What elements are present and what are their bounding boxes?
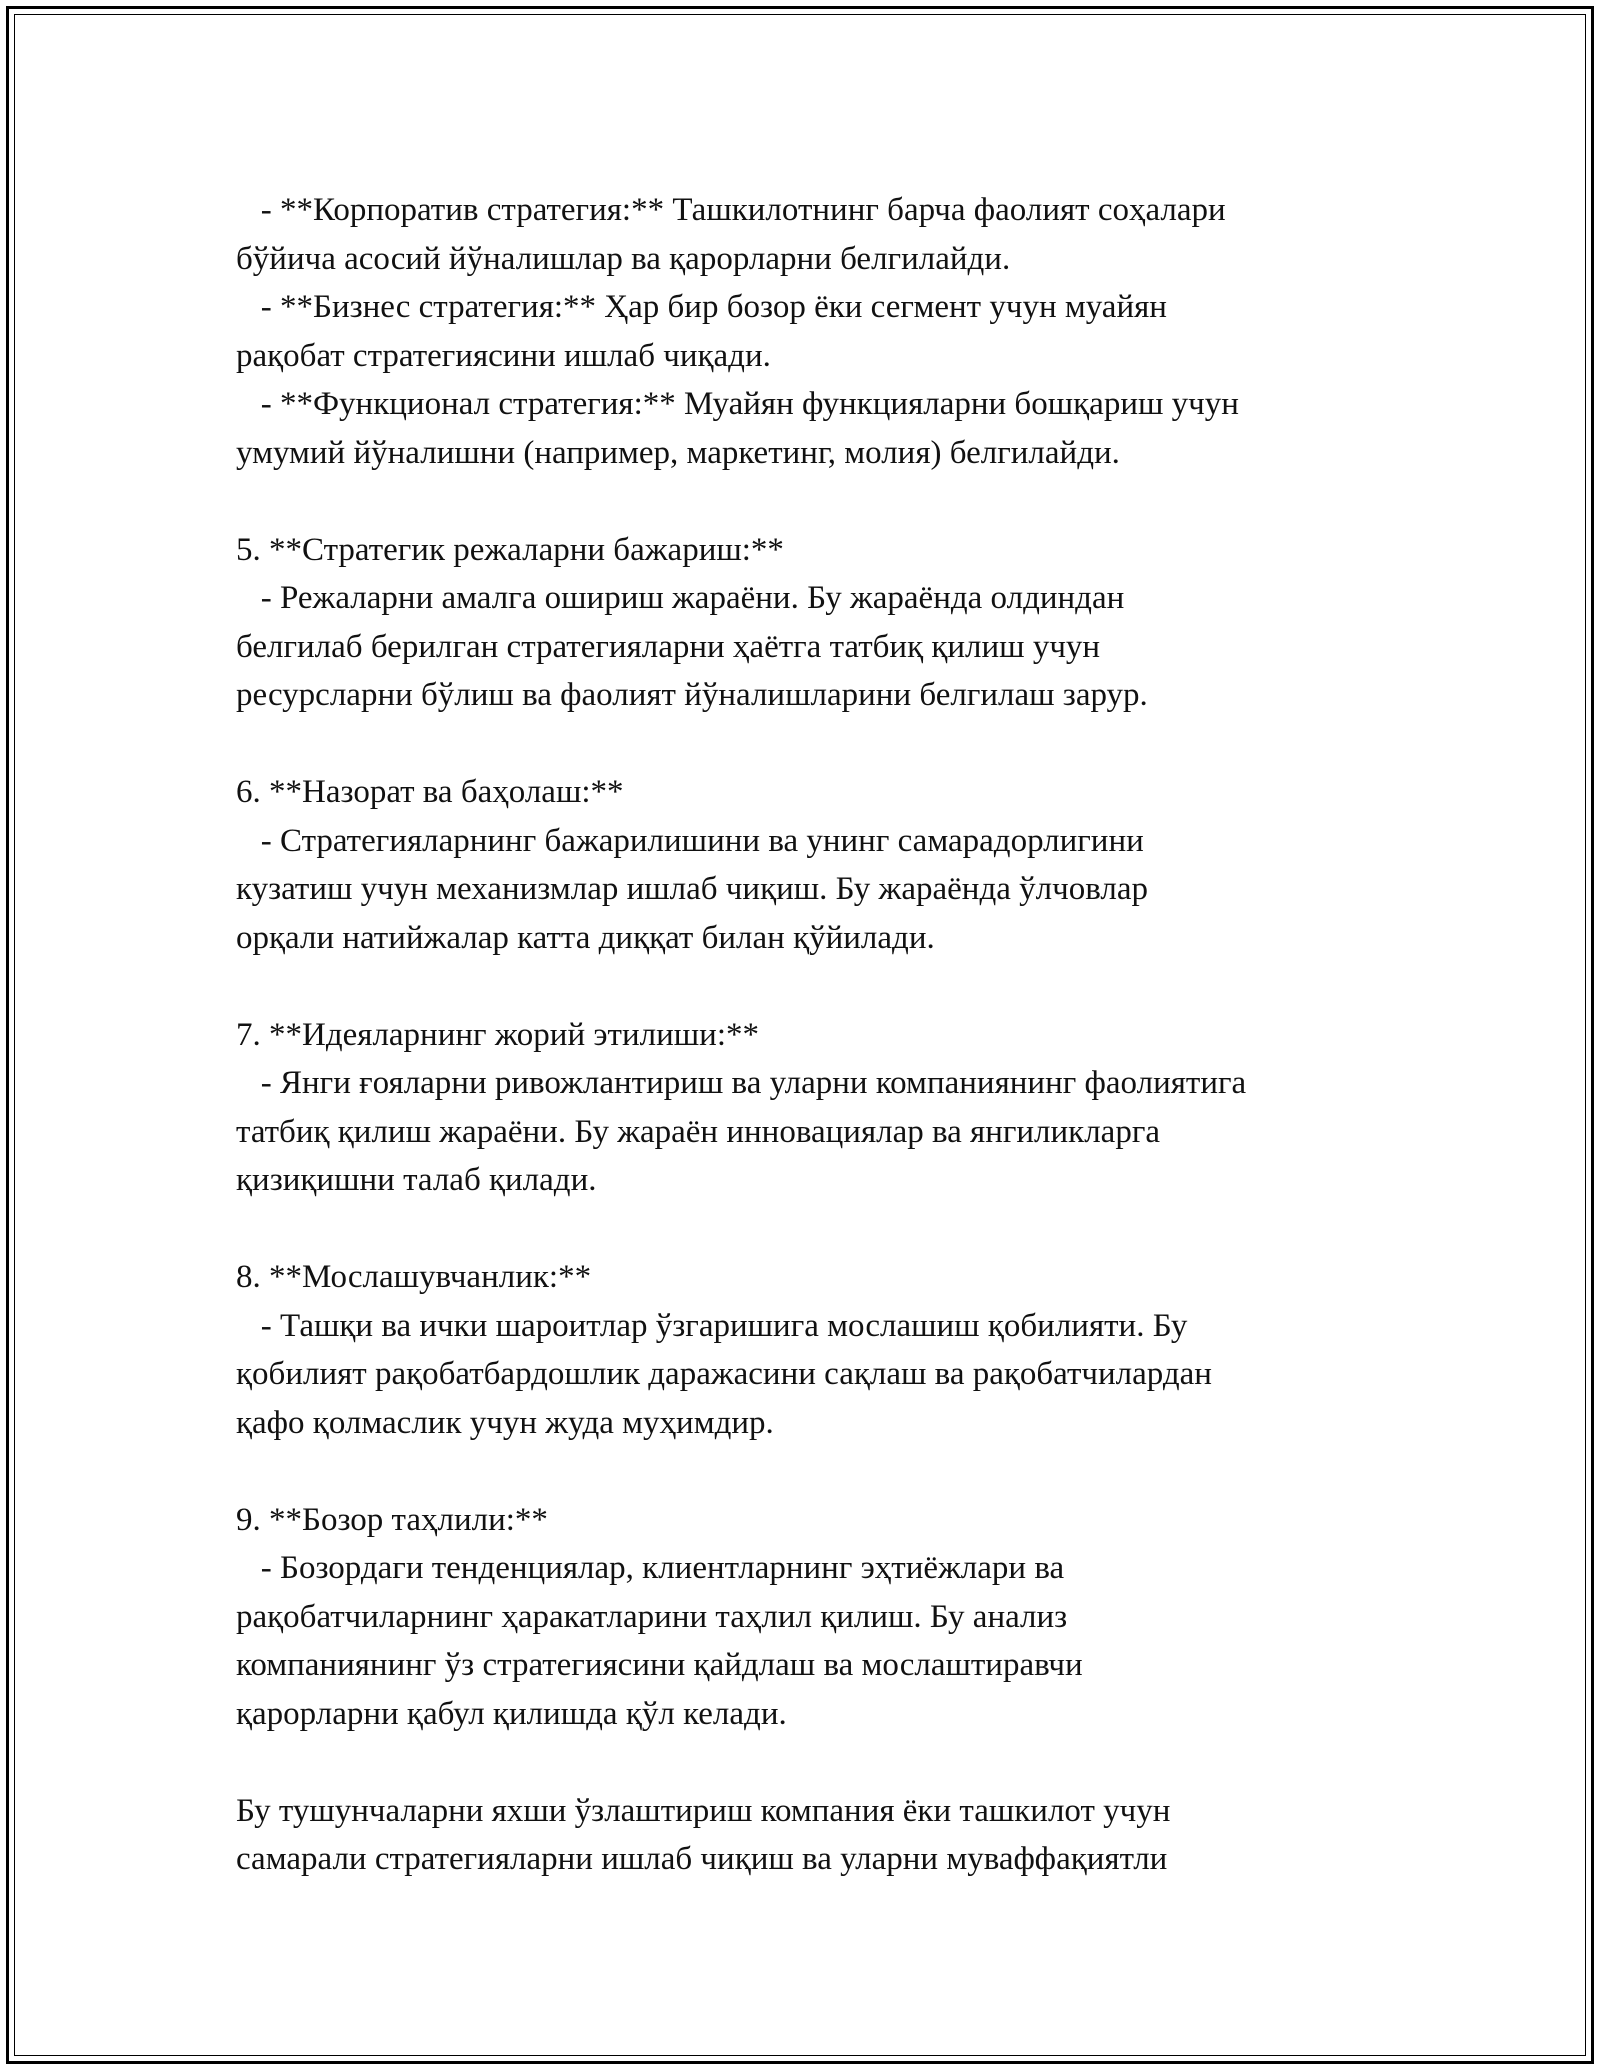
section-heading: 9. **Бозор таҳлили:** bbox=[236, 1501, 548, 1538]
text-line: рақобатчиларнинг ҳаракатларини таҳлил қилиш. Бу анализ bbox=[236, 1598, 1068, 1635]
text-line: қафо қолмаслик учун жуда муҳимдир. bbox=[236, 1404, 774, 1441]
blank-line bbox=[236, 1205, 1416, 1254]
text-line: орқали натийжалар катта диққат билан қўйилади. bbox=[236, 919, 935, 956]
text-line: - **Функционал стратегия:** Муайян функцияларни бошқариш учун bbox=[236, 386, 1239, 422]
text-line: белгилаб берилган стратегияларни ҳаётга татбиқ қилиш учун bbox=[236, 628, 1101, 665]
text-line: кузатиш учун механизмлар ишлаб чиқиш. Бу жараёнда ўлчовлар bbox=[236, 871, 1148, 907]
document-body bbox=[236, 186, 1416, 1884]
text-line: умумий йўналишни (например, маркетинг, молия) белгилайди. bbox=[236, 434, 1120, 471]
text-line: бўйича асосий йўналишлар ва қарорларни белгилайди. bbox=[236, 240, 1011, 277]
text-line: - **Корпоратив стратегия:** Ташкилотнинг барча фаолият соҳалари bbox=[236, 192, 1226, 228]
blank-line bbox=[236, 720, 1416, 769]
text-line: қарорларни қабул қилишда қўл келади. bbox=[236, 1695, 787, 1732]
blank-line bbox=[236, 962, 1416, 1011]
text-line: Бу тушунчаларни яхши ўзлаштириш компания ёки ташкилот учун bbox=[236, 1792, 1171, 1829]
text-line: татбиқ қилиш жараёни. Бу жараён инновациялар ва янгиликларга bbox=[236, 1113, 1161, 1150]
text-line: қобилият рақобатбардошлик даражасини сақлаш ва рақобатчилардан bbox=[236, 1356, 1212, 1392]
section-heading: 5. **Стратегик режаларни бажариш:** bbox=[236, 531, 784, 568]
text-line: - Бозордаги тенденциялар, клиентларнинг эҳтиёжлари ва bbox=[236, 1550, 1065, 1586]
text-line: компаниянинг ўз стратегиясини қайдлаш ва мослаштиравчи bbox=[236, 1647, 1083, 1683]
blank-line bbox=[236, 477, 1416, 526]
text-line: - Ташқи ва ички шароитлар ўзгаришига мослашиш қобилияти. Бу bbox=[236, 1307, 1188, 1344]
section-heading: 6. **Назорат ва баҳолаш:** bbox=[236, 774, 624, 810]
text-line: - Режаларни амалга ошириш жараёни. Бу жараёнда олдиндан bbox=[236, 580, 1125, 616]
text-line: - Янги ғояларни ривожлантириш ва уларни компаниянинг фаолиятига bbox=[236, 1065, 1247, 1101]
section-heading: 8. **Мослашувчанлик:** bbox=[236, 1259, 592, 1295]
blank-line bbox=[236, 1447, 1416, 1496]
text-line: ресурсларни бўлиш ва фаолият йўналишларини белгилаш зарур. bbox=[236, 677, 1148, 713]
blank-line bbox=[236, 1738, 1416, 1787]
text-line: - **Бизнес стратегия:** Ҳар бир бозор ёки сегмент учун муайян bbox=[236, 289, 1167, 325]
text-line: - Стратегияларнинг бажарилишини ва унинг самарадорлигини bbox=[236, 822, 1144, 859]
section-heading: 7. **Идеяларнинг жорий этилиши:** bbox=[236, 1016, 759, 1053]
text-line: қизиқишни талаб қилади. bbox=[236, 1162, 597, 1198]
text-line: самарали стратегияларни ишлаб чиқиш ва уларни муваффақиятли bbox=[236, 1841, 1168, 1877]
text-line: рақобат стратегиясини ишлаб чиқади. bbox=[236, 337, 771, 374]
